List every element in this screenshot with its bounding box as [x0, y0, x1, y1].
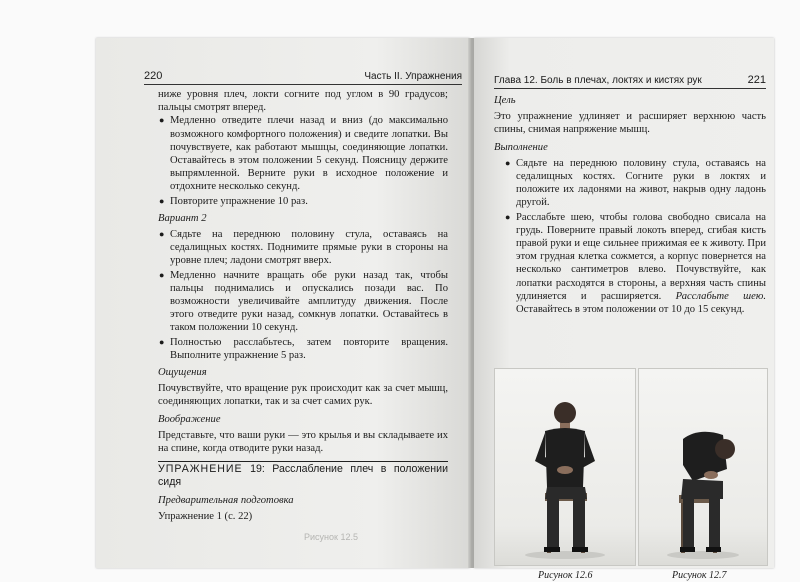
- goal-text: Это упражнение удлиняет и расширяет верхнюю часть спины, снимая напряжение мышц.: [494, 111, 766, 136]
- prep-heading: Предварительная подготовка: [158, 494, 294, 506]
- right-header-rule: [494, 88, 766, 89]
- seated-man-bent-image: [639, 369, 767, 565]
- bullet-icon: ●: [159, 336, 165, 347]
- photo-figure-12-6: [494, 368, 636, 566]
- right-page-number: 221: [747, 74, 766, 86]
- goal-heading: Цель: [494, 95, 516, 106]
- prep-text: Упражнение 1 (с. 22): [158, 510, 253, 522]
- seated-man-upright-image: [495, 369, 635, 565]
- list-item: ● Расслабьте шею, чтобы голова свободно свисала на грудь. Поверните правый локоть вперед, сгибая кисть правой руки и еще сильнее прижимая ее к животу. При этом грудная клетка сожмется, а корпус повернется на несколько сантиметров влево. Почувствуйте, как лопатки расходятся в стороны, а верхняя часть спины удлиняется и расширяется. Расслабьте шею. Оставайтесь в этом положении от 10 до 15 секунд.: [505, 211, 766, 316]
- left-running-head: [144, 70, 462, 82]
- exercise-word: УПРАЖНЕНИЕ: [158, 463, 243, 476]
- bleed-through-text: Рисунок 12.5: [304, 532, 358, 542]
- continued-text: ниже уровня плеч, локти согните под углом в 90 градусов; пальцы смотрят вперед.: [158, 89, 448, 114]
- left-body: [158, 88, 448, 523]
- imagination-text: Представьте, что ваши руки — это крылья и вы складываете их на спине, когда отводите руки назад.: [158, 429, 448, 455]
- caption-figure-12-7: Рисунок 12.7: [672, 570, 727, 581]
- sensation-heading: Ощущения: [158, 367, 207, 379]
- imagination-heading: Воображение: [158, 413, 221, 425]
- right-page: [474, 38, 774, 581]
- right-running-title: Глава 12. Боль в плечах, локтях и кистях рук: [494, 75, 702, 86]
- photo-figure-12-7: [638, 368, 768, 566]
- list-item: ● Полностью расслабьтесь, затем повторите вращения. Выполните упражнение 5 раз.: [159, 336, 448, 361]
- left-header-rule: [144, 84, 462, 85]
- right-running-head: [494, 74, 766, 86]
- list-item: ● Медленно отведите плечи назад и вниз (до максимально возможного комфортного положения) и сведите лопатки. Вы почувствуете, как работают мышцы, соединяющие лопатки. Оставайтесь в этом положении 5 секунд. Поясницу держите выпрямленной. Верните руки в исходное положение и отдохните несколько секунд.: [159, 115, 448, 193]
- list-item: ● Сядьте на переднюю половину стула, оставаясь на седалищных костях. Поднимите прямые руки в стороны на уровне плеч; ладони смотрят вверх.: [159, 229, 448, 267]
- exercise-title: 19: Расслабление плеч в положении сидя: [158, 463, 448, 489]
- bullet-icon: ●: [159, 269, 165, 280]
- bullet-icon: ●: [505, 157, 511, 168]
- right-body: [494, 94, 766, 317]
- list-item: ● Медленно начните вращать обе руки назад так, чтобы пальцы поднимались и опускались позади вас. По возможности увеличивайте амплитуду движения. После этого отведите руки назад, сомкнув лопатки. Оставайтесь в таком положении 10 секунд.: [159, 269, 448, 334]
- variant-heading: Вариант 2: [158, 212, 207, 224]
- left-page-number: 220: [144, 70, 163, 82]
- bullet-icon: ●: [159, 195, 165, 206]
- bullet-icon: ●: [159, 115, 165, 126]
- left-page: [96, 38, 470, 568]
- exercise-heading: [158, 461, 448, 489]
- list-item: ● Повторите упражнение 10 раз.: [159, 195, 308, 207]
- bullet-icon: ●: [159, 229, 165, 240]
- list-item: ● Сядьте на переднюю половину стула, оставаясь на седалищных костях. Согните руки в локтях и положите их ладонями на живот, накрыв одну ладонь другой.: [505, 157, 766, 209]
- bullet-icon: ●: [505, 211, 511, 222]
- execution-heading: Выполнение: [494, 141, 548, 153]
- emphasis-text: Расслабьте шею.: [675, 290, 766, 302]
- sensation-text: Почувствуйте, что вращение рук происходит как за счет мышц, соединяющих лопатки, так и за счет самих рук.: [158, 383, 448, 408]
- caption-figure-12-6: Рисунок 12.6: [538, 570, 593, 581]
- left-running-title: Часть II. Упражнения: [364, 71, 462, 82]
